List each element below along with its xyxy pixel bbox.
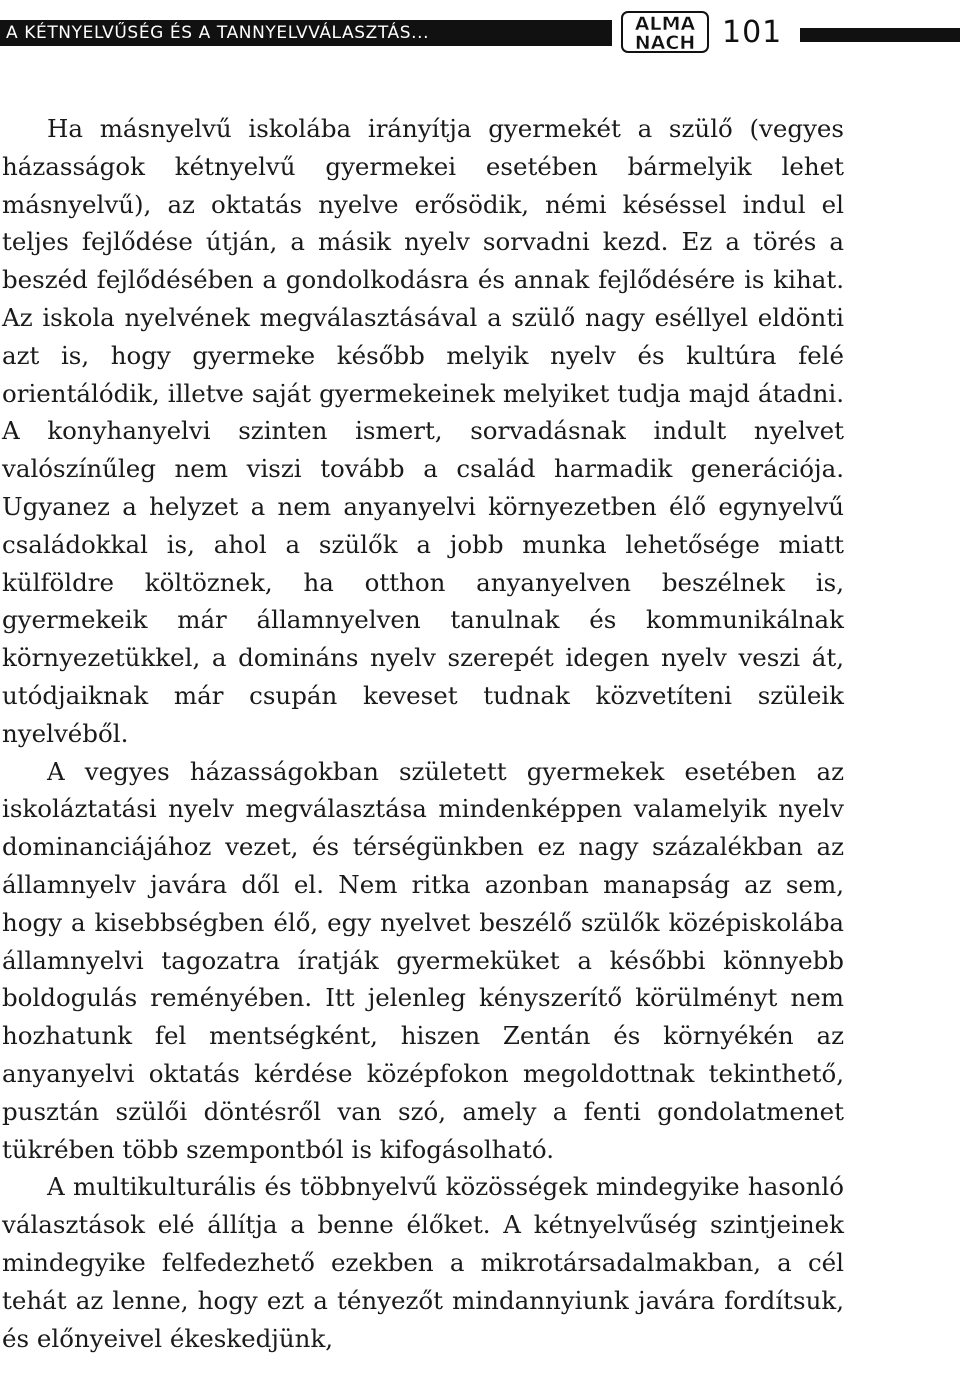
running-title: A KÉTNYELVŰSÉG ÉS A TANNYELVVÁLASZTÁS...: [6, 23, 430, 43]
paragraph: Ha másnyelvű iskolába irányítja gyermekét a szülő (vegyes házasságok kétnyelvű gyermekei esetében bármelyik lehet másnyelvű), az oktatás nyelve erősödik, némi késéssel indul el teljes fejlődése útján, a másik nyelv sorvadni kezd. Ez a törés a beszéd fejlődésében a gondolkodásra és annak fejlődésére is kihat. Az iskola nyelvének megválasztásával a szülő nagy eséllyel eldönti azt is, hogy gyermeke később melyik nyelv és kultúra felé orientálódik, illetve saját gyermekeinek melyiket tudja majd átadni. A konyhanyelvi szinten ismert, sorvadásnak indult nyelvet valószínűleg nem viszi tovább a család harmadik generációja. Ugyanez a helyzet a nem anyanyelvi környezetben élő egynyelvű családokkal is, ahol a szülők a jobb munka lehetősége miatt külföldre költöznek, ha otthon anyanyelven beszélnek is, gyermekeik már államnyelven tanulnak és kommunikálnak környezetükkel, a domináns nyelv szerepét idegen nyelv veszi át, utódjaiknak már csupán keveset tudnak közvetíteni szüleik nyelvéből.: [2, 114, 844, 748]
paragraph: A vegyes házasságokban született gyermekek esetében az iskoláztatási nyelv megválasztása mindenképpen valamelyik nyelv dominanciájához vezet, és térségünkben ez nagy százalékban az államnyelv javára dől el. Nem ritka azonban manapság az sem, hogy a kisebbségben élő, egy nyelvet beszélő szülők középiskolába államnyelvi tagozatra íratják gyermeküket a későbbi könnyebb boldogulás reményében. Itt jelenleg kényszerítő körülményt nem hozhatunk fel mentségként, hiszen Zentán és környékén az anyanyelvi oktatás kérdése középfokon megoldottnak tekinthető, pusztán szülői döntésről van szó, amely a fenti gondolatmenet tükrében több szempontból is kifogásolható.: [2, 756, 844, 1164]
svg-text:ALMA: ALMA: [634, 13, 696, 35]
page-number: 101: [722, 15, 783, 50]
almanach-logo: [620, 10, 710, 54]
body-text: [2, 110, 844, 1357]
paragraph: A multikulturális és többnyelvű közösségek mindegyike hasonló választások elé állítja a benne élőket. A kétnyelvűség szintjeinek mindegyike felfedezhető ezekben a mikrotársadalmakban, a cél tehát az lenne, hogy ezt a tényezőt mindannyiunk javára fordítsuk, és előnyeivel ékeskedjünk,: [2, 1172, 844, 1353]
header-bar-right: [800, 28, 960, 42]
svg-text:NACH: NACH: [634, 32, 696, 54]
page-header: [0, 10, 960, 54]
